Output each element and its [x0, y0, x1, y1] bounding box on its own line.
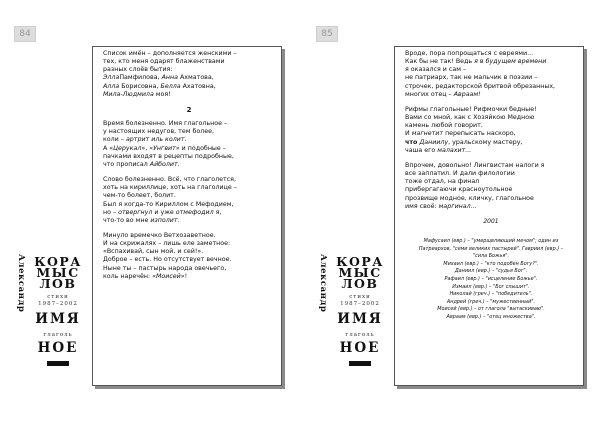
- glossary-line: Моисей (евр.) – от глагола "вытаскиваю".: [437, 306, 545, 313]
- poem-line: хоть на кириллице, хоть на глаголице –: [103, 184, 237, 192]
- glossary-line: Измаил (евр.) – "Бог слышит".: [452, 283, 530, 290]
- stanza: [103, 120, 275, 169]
- page-number: 85: [316, 26, 338, 42]
- glossary-line: Рафаил (евр.) – "исцеление Божье".: [444, 275, 538, 282]
- surname-line: КОРА: [34, 254, 82, 269]
- poem-line: Список имён – дополняется женскими –: [103, 50, 237, 57]
- years: 1987–2002: [38, 301, 78, 307]
- poem-line: «Вспахивай, сын мой, и сей!».: [103, 248, 204, 256]
- poem-line: Рифмы глагольные! Рифмочки бедные!: [405, 105, 537, 113]
- poem-line: имя своё: маргинал...: [405, 202, 477, 210]
- surname-line: МЫС: [36, 265, 80, 280]
- poem-line: Как бы не так! Ведь я в будущем времени: [405, 58, 547, 66]
- glossary: [405, 238, 577, 322]
- poem-line: ЭллаПамфилова, Анна Ахматова,: [103, 74, 214, 82]
- poem-line: Ныне ты – пастырь народа овечьего,: [103, 264, 227, 272]
- author-surname: [328, 256, 392, 289]
- title-middle: глаголь: [345, 332, 375, 338]
- poem-line: пачками входят в рецепты подробные,: [103, 152, 234, 160]
- poem-line: чем-то болеет, болит.: [103, 192, 176, 200]
- title-bottom: НОЕ: [339, 340, 381, 356]
- poem-line: Вами со мной, как с Хозяйкою Медною: [405, 114, 535, 122]
- stanza: [103, 176, 275, 225]
- section-number: 2: [186, 105, 192, 114]
- publisher-bar: [349, 361, 371, 366]
- surname-line: ЛОВ: [39, 276, 77, 291]
- poem-line: тех, кто меня одарят блаженствами: [103, 58, 225, 66]
- years: 1987–2002: [340, 301, 380, 307]
- poem-line: Был я когда-то Кириллом с Мефодием,: [103, 200, 234, 208]
- page-number: 84: [14, 26, 36, 42]
- author-name: Александр: [318, 254, 328, 313]
- poem-line: строчек, редакторской бритвой обрезанных,: [405, 82, 556, 90]
- stanza: [405, 50, 577, 99]
- glossary-line: Михаил (евр.) – "кто подобен Богу?".: [443, 260, 539, 267]
- poem-line: что Даниилу, уральскому мастеру,: [405, 138, 523, 146]
- glossary-line: Андрей (греч.) – "мужественный".: [446, 298, 536, 305]
- subtitle: стихи: [349, 294, 371, 300]
- poem-line: но – отвергнул и уже отмефодил я,: [103, 208, 222, 216]
- title-top: ИМЯ: [35, 311, 81, 327]
- poem-line: разных слоёв бытия:: [103, 66, 173, 74]
- poem-line: И магнетит перепысать наскоро,: [405, 130, 516, 138]
- poem-line: чаша его малахит...: [405, 146, 472, 154]
- poem-line: Слово болезненно. Всё, что глаголется,: [103, 176, 236, 184]
- poem-line: Впрочем, довольно! Лингвистам налоги я: [405, 161, 545, 169]
- poem-line: камень любой говорит.: [405, 122, 483, 130]
- poem-line: тоже отдал, на финал: [405, 178, 480, 186]
- poem-line: Минуло времечко Ветхозаветное.: [103, 231, 216, 239]
- poem-line: Время болезненно. Имя глагольное –: [103, 120, 228, 128]
- title-bottom: НОЕ: [37, 340, 79, 356]
- glossary-line: "сила Божья".: [472, 253, 510, 260]
- poem-line: А «Церукал», «Унгвит» и подобные –: [103, 144, 226, 152]
- poem-line: прибергагаючи красноутольное: [405, 186, 513, 194]
- glossary-line: Николай (греч.) – "победитель".: [449, 291, 533, 298]
- glossary-line: Мафусаил (евр.) – "умерщвляющий мечом"; один из: [423, 237, 559, 244]
- glossary-line: Даниил (евр.) – "судья Бог".: [454, 268, 528, 275]
- poem-line: я оказался и сам –: [405, 66, 467, 74]
- glossary-line: Патриархов, "семи великих пастырей". Гавриил (евр.) –: [418, 245, 564, 252]
- title-top: ИМЯ: [337, 311, 383, 327]
- poem-line: не патриарх, так не мальчик в поэзии –: [405, 74, 538, 82]
- glossary-line: Авраам (евр.) – "отец множества".: [446, 313, 536, 320]
- poem-line: что-то во мне изполит.: [103, 216, 180, 224]
- poem-line: у настоящих недугов, тем более,: [103, 128, 214, 136]
- surname-line: КОРА: [336, 254, 384, 269]
- poem-line: коли – артрит иль колит.: [103, 136, 187, 144]
- surname-line: ЛОВ: [341, 276, 379, 291]
- poem-year: 2001: [483, 217, 499, 225]
- poem-line: что прописал Айболит.: [103, 160, 180, 168]
- poem-line: многих отец – Авраам!: [405, 90, 481, 98]
- poem-line: Мила-Людмила моя!: [103, 90, 171, 98]
- stanza: [103, 232, 275, 281]
- left-page: [14, 26, 284, 396]
- stanza: [103, 50, 275, 99]
- poem-sheet: [394, 46, 584, 386]
- poem-line: Алла Борисовна, Белла Ахатовна,: [103, 82, 216, 90]
- author-vertical: [16, 254, 26, 404]
- author-surname: [26, 256, 90, 289]
- poem-sheet: [92, 46, 282, 386]
- surname-line: МЫС: [338, 265, 382, 280]
- poem-text: [103, 50, 275, 281]
- poem-line: Доброе – есть. Но отсутствует вечное.: [103, 256, 232, 264]
- poem-line: И на скрижалях – лишь еле заметное:: [103, 240, 231, 248]
- poem-line: прозвище модное, кличку, глагольное: [405, 194, 534, 202]
- publisher-bar: [47, 361, 69, 366]
- poem-line: Вроде, пора попрощаться с евреями...: [405, 50, 534, 57]
- title-middle: глаголь: [43, 332, 73, 338]
- author-vertical: [318, 254, 328, 404]
- poem-line: все заплатил. И дали филологии: [405, 170, 515, 178]
- stanza: [405, 106, 577, 155]
- poem-text: [405, 50, 577, 322]
- right-page: [316, 26, 586, 396]
- stanza: [405, 162, 577, 211]
- subtitle: стихи: [47, 294, 69, 300]
- author-name: Александр: [16, 254, 26, 313]
- poem-line: коль наречён: «Моисей»!: [103, 272, 188, 280]
